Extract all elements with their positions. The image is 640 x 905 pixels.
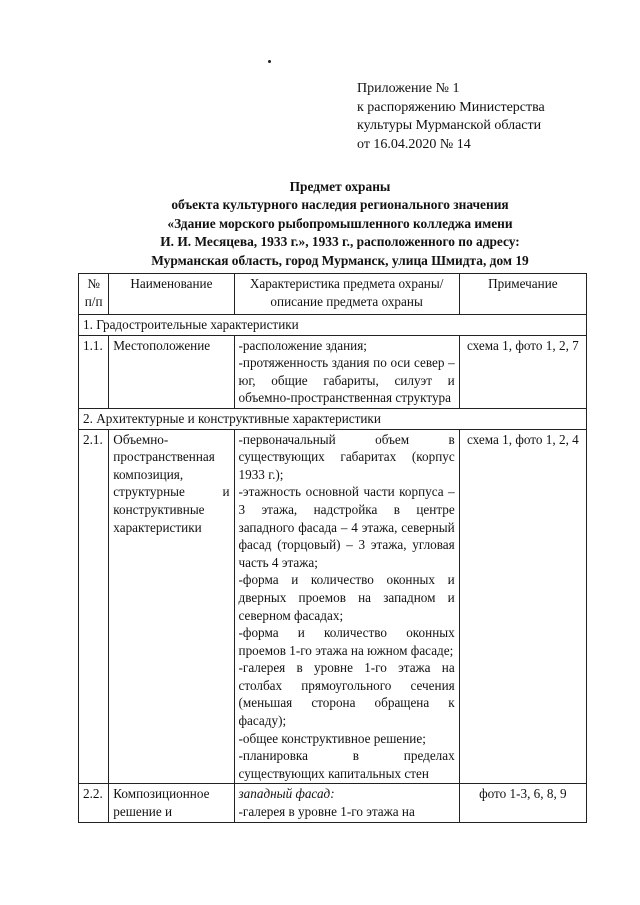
section-title: 2. Архитектурные и конструктивные характеристики (79, 408, 587, 429)
row-number: 2.1. (79, 429, 109, 784)
title-line: «Здание морского рыбопромышленного колледжа имени (167, 215, 513, 231)
protection-subject-table (78, 273, 587, 823)
title-line: Предмет охраны (289, 179, 391, 194)
row-description (234, 429, 459, 784)
description-item: -галерея в уровне 1-го этажа на столбах прямоугольного сечения (меньшая сторона обращена к фасаду); (238, 660, 455, 729)
section-title: 1. Градостроительные характеристики (79, 315, 587, 336)
section-row (79, 408, 587, 429)
description-item: -этажность основной части корпуса – 3 этажа, надстройка в центре западного фасада – 4 этажа, северный фасад (торцовый) – 3 этажа, угловая часть 4 этажа; (238, 484, 455, 570)
title-line: Мурманская область, город Мурманск, улица Шмидта, дом 19 (151, 252, 529, 268)
appendix-line: культуры Мурманской области (357, 118, 542, 133)
row-description (234, 784, 459, 822)
row-name: Объемно-пространственная композиция, структурные и конструктивные характеристики (109, 429, 234, 784)
description-item: -форма и количество оконных и дверных проемов на западном и северном фасадах; (238, 572, 455, 623)
section-row (79, 315, 587, 336)
scan-speck (268, 60, 271, 63)
appendix-line: Приложение № 1 (357, 81, 460, 96)
description-item: -протяженность здания по оси север – юг, общие габариты, силуэт и объемно-пространственная структура (238, 355, 455, 406)
row-name: Композиционное решение и (109, 784, 234, 822)
row-description (234, 335, 459, 408)
table-row (79, 784, 587, 822)
table-row (79, 429, 587, 784)
description-item: -галерея в уровне 1-го этажа на (238, 804, 415, 820)
row-note: фото 1-3, 6, 8, 9 (459, 784, 586, 822)
description-item: -расположение здания; (238, 337, 367, 353)
header-characteristic: Характеристика предмета охраны/описание предмета охраны (234, 274, 459, 315)
table-header-row (79, 274, 587, 315)
header-note: Примечание (459, 274, 586, 315)
row-number: 1.1. (79, 335, 109, 408)
appendix-block (357, 80, 545, 154)
description-item: -общее конструктивное решение; (238, 730, 426, 746)
document-title (40, 178, 640, 270)
description-heading: западный фасад: (238, 786, 335, 802)
row-note: схема 1, фото 1, 2, 4 (459, 429, 586, 784)
header-number: № п/п (79, 274, 109, 315)
appendix-line: от 16.04.2020 № 14 (357, 136, 471, 152)
row-number: 2.2. (79, 784, 109, 822)
appendix-line: к распоряжению Министерства (357, 99, 545, 115)
row-name: Местоположение (109, 335, 234, 408)
row-note: схема 1, фото 1, 2, 7 (459, 335, 586, 408)
title-line: объекта культурного наследия регионального значения (171, 197, 509, 213)
title-line: И. И. Месяцева, 1933 г.», 1933 г., расположенного по адресу: (160, 234, 520, 250)
description-item: -форма и количество оконных проемов 1-го этажа на южном фасаде; (238, 625, 455, 658)
description-item: -планировка в пределах существующих капитальных стен (238, 748, 455, 781)
table-row (79, 335, 587, 408)
header-name: Наименование (109, 274, 234, 315)
description-item: -первоначальный объем в существующих габаритах (корпус 1933 г.); (238, 431, 455, 482)
